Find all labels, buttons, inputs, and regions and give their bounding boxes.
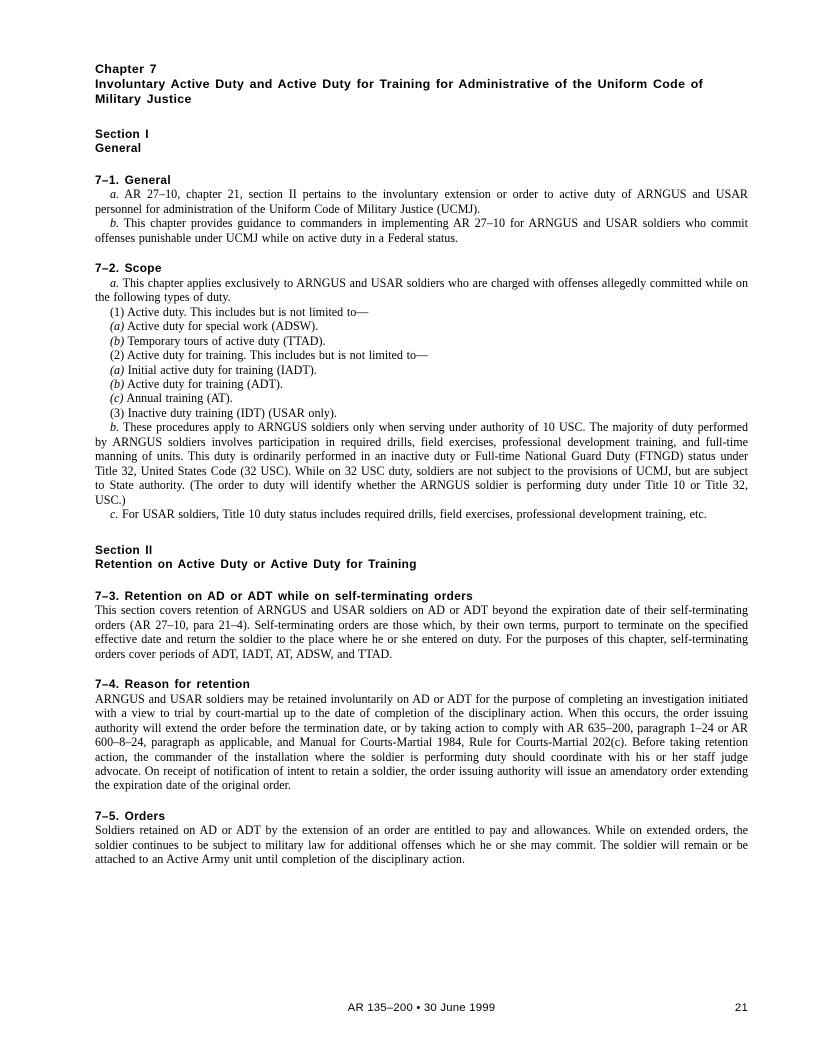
paragraph-7-2-c [95, 507, 748, 521]
section-2-label: Section II [95, 542, 153, 557]
paragraph-7-2-b [95, 420, 748, 507]
section-1-title: General [95, 141, 142, 156]
paragraph-text: For USAR soldiers, Title 10 duty status includes required drills, field exercises, professional development training, etc. [118, 507, 707, 522]
list-item-text: Annual training (AT). [123, 391, 233, 406]
paragraph-text: These procedures apply to ARNGUS soldiers only when serving under authority of 10 USC. The majority of duty performed by ARNGUS soldiers involves participation in required drills, field exercises, professional development training, and full-time manning of units. This duty is ordinarily performed in an inactive duty or Full-time National Guard Duty (FTNGD) status under Title 32, United States Code (32 USC). While on 32 USC duty, soldiers are not subject to the provisions of UCMJ, but are subject to State authority. (The order to duty will identify whether the ARNGUS soldier is performing duty under Title 10 or Title 32, USC.) [95, 420, 748, 507]
list-marker: (2) [110, 348, 125, 363]
list-marker: a. [110, 187, 120, 202]
list-item [95, 305, 748, 319]
footer-reference: AR 135–200 • 30 June 1999 [347, 1002, 496, 1014]
section-1-label: Section I [95, 126, 149, 141]
paragraph-7-1-a [95, 187, 748, 216]
chapter-title: Involuntary Active Duty and Active Duty for Training for Administrative of the Uniform Code of Military Justice [95, 77, 704, 107]
paragraph-heading-7-5: 7–5. Orders [95, 808, 166, 823]
list-marker: a. [110, 275, 120, 290]
paragraph-7-5-body: Soldiers retained on AD or ADT by the extension of an order are entitled to pay and allowances. While on extended orders, the soldier continues to be subject to military law for additional offenses which he or she may commit. The soldier will remain or be attached to an Active Army unit until completion of the disciplinary action. [95, 823, 748, 867]
list-marker: (1) [110, 304, 125, 319]
paragraph-text: This chapter provides guidance to commanders in implementing AR 27–10 for ARNGUS and USAR soldiers who commit offenses punishable under UCMJ while on active duty in a Federal status. [95, 216, 748, 245]
list-marker: c. [110, 507, 119, 522]
list-item [95, 319, 748, 333]
page-footer [95, 1002, 748, 1014]
spacer [95, 245, 748, 261]
footer-page-number: 21 [734, 1002, 748, 1014]
list-item [95, 377, 748, 391]
list-marker: b. [110, 420, 120, 435]
chapter-label: Chapter 7 [95, 62, 157, 76]
list-item-text: Active duty for training. This includes but is not limited to— [124, 348, 429, 363]
list-marker: (c) [110, 391, 124, 406]
list-item [95, 334, 748, 348]
spacer [95, 572, 748, 589]
paragraph-7-1-b [95, 216, 748, 245]
list-item [95, 348, 748, 362]
paragraph-7-2-a [95, 276, 748, 305]
list-item-text: Initial active duty for training (IADT). [124, 362, 317, 377]
page-content [95, 62, 748, 867]
paragraph-text: AR 27–10, chapter 21, section II pertains to the involuntary extension or order to active duty of ARNGUS and USAR personnel for administration of the Uniform Code of Military Justice (UCMJ). [95, 187, 748, 216]
list-item [95, 391, 748, 405]
spacer [95, 793, 748, 809]
list-marker: (b) [110, 376, 125, 391]
list-marker: (3) [110, 405, 125, 420]
spacer [95, 661, 748, 677]
section-2-title: Retention on Active Duty or Active Duty for Training [95, 557, 417, 572]
list-marker: b. [110, 216, 120, 231]
list-item [95, 363, 748, 377]
list-item-text: Active duty for special work (ADSW). [124, 319, 319, 334]
paragraph-text: This chapter applies exclusively to ARNGUS and USAR soldiers who are charged with offenses allegedly committed while on the following types of duty. [95, 275, 748, 305]
list-marker: (a) [110, 319, 125, 334]
paragraph-heading-7-3: 7–3. Retention on AD or ADT while on self-terminating orders [95, 588, 473, 603]
list-item-text: Inactive duty training (IDT) (USAR only). [124, 405, 337, 420]
spacer [95, 156, 748, 173]
list-marker: (b) [110, 333, 125, 348]
paragraph-7-4-body: ARNGUS and USAR soldiers may be retained involuntarily on AD or ADT for the purpose of completing an investigation initiated with a view to trial by court-martial up to the date of completion of the disciplinary action. When this occurs, the order issuing authority will extend the order before the termination date, or by taking action to comply with AR 635–200, paragraph 1–24 or AR 600–8–24, paragraph as applicable, and Manual for Courts-Martial 1984, Rule for Courts-Martial 202(c). Before taking retention action, the commander of the installation where the soldier is performing duty should coordinate with his or her staff judge advocate. On receipt of notification of intent to retain a soldier, the order issuing authority will issue an amendatory order extending the expiration date of the original order. [95, 691, 748, 793]
spacer [95, 522, 748, 543]
list-item-text: Active duty for training (ADT). [124, 376, 283, 391]
spacer [95, 108, 748, 127]
list-item-text: Active duty. This includes but is not limited to— [124, 304, 369, 319]
list-item [95, 406, 748, 420]
paragraph-heading-7-2: 7–2. Scope [95, 261, 162, 276]
list-marker: (a) [110, 362, 125, 377]
paragraph-heading-7-1: 7–1. General [95, 172, 171, 187]
paragraph-7-3-body: This section covers retention of ARNGUS and USAR soldiers on AD or ADT beyond the expiration date of their self-terminating orders (AR 27–10, para 21–4). Self-terminating orders are those which, by their own terms, purport to terminate on the specified effective date and return the soldier to the place where he or she entered on duty. For the purposes of this chapter, self-terminating orders cover periods of ADT, IADT, AT, ADSW, and TTAD. [95, 603, 748, 661]
paragraph-7-2-list [95, 305, 748, 421]
list-item-text: Temporary tours of active duty (TTAD). [124, 333, 326, 348]
paragraph-heading-7-4: 7–4. Reason for retention [95, 677, 251, 692]
